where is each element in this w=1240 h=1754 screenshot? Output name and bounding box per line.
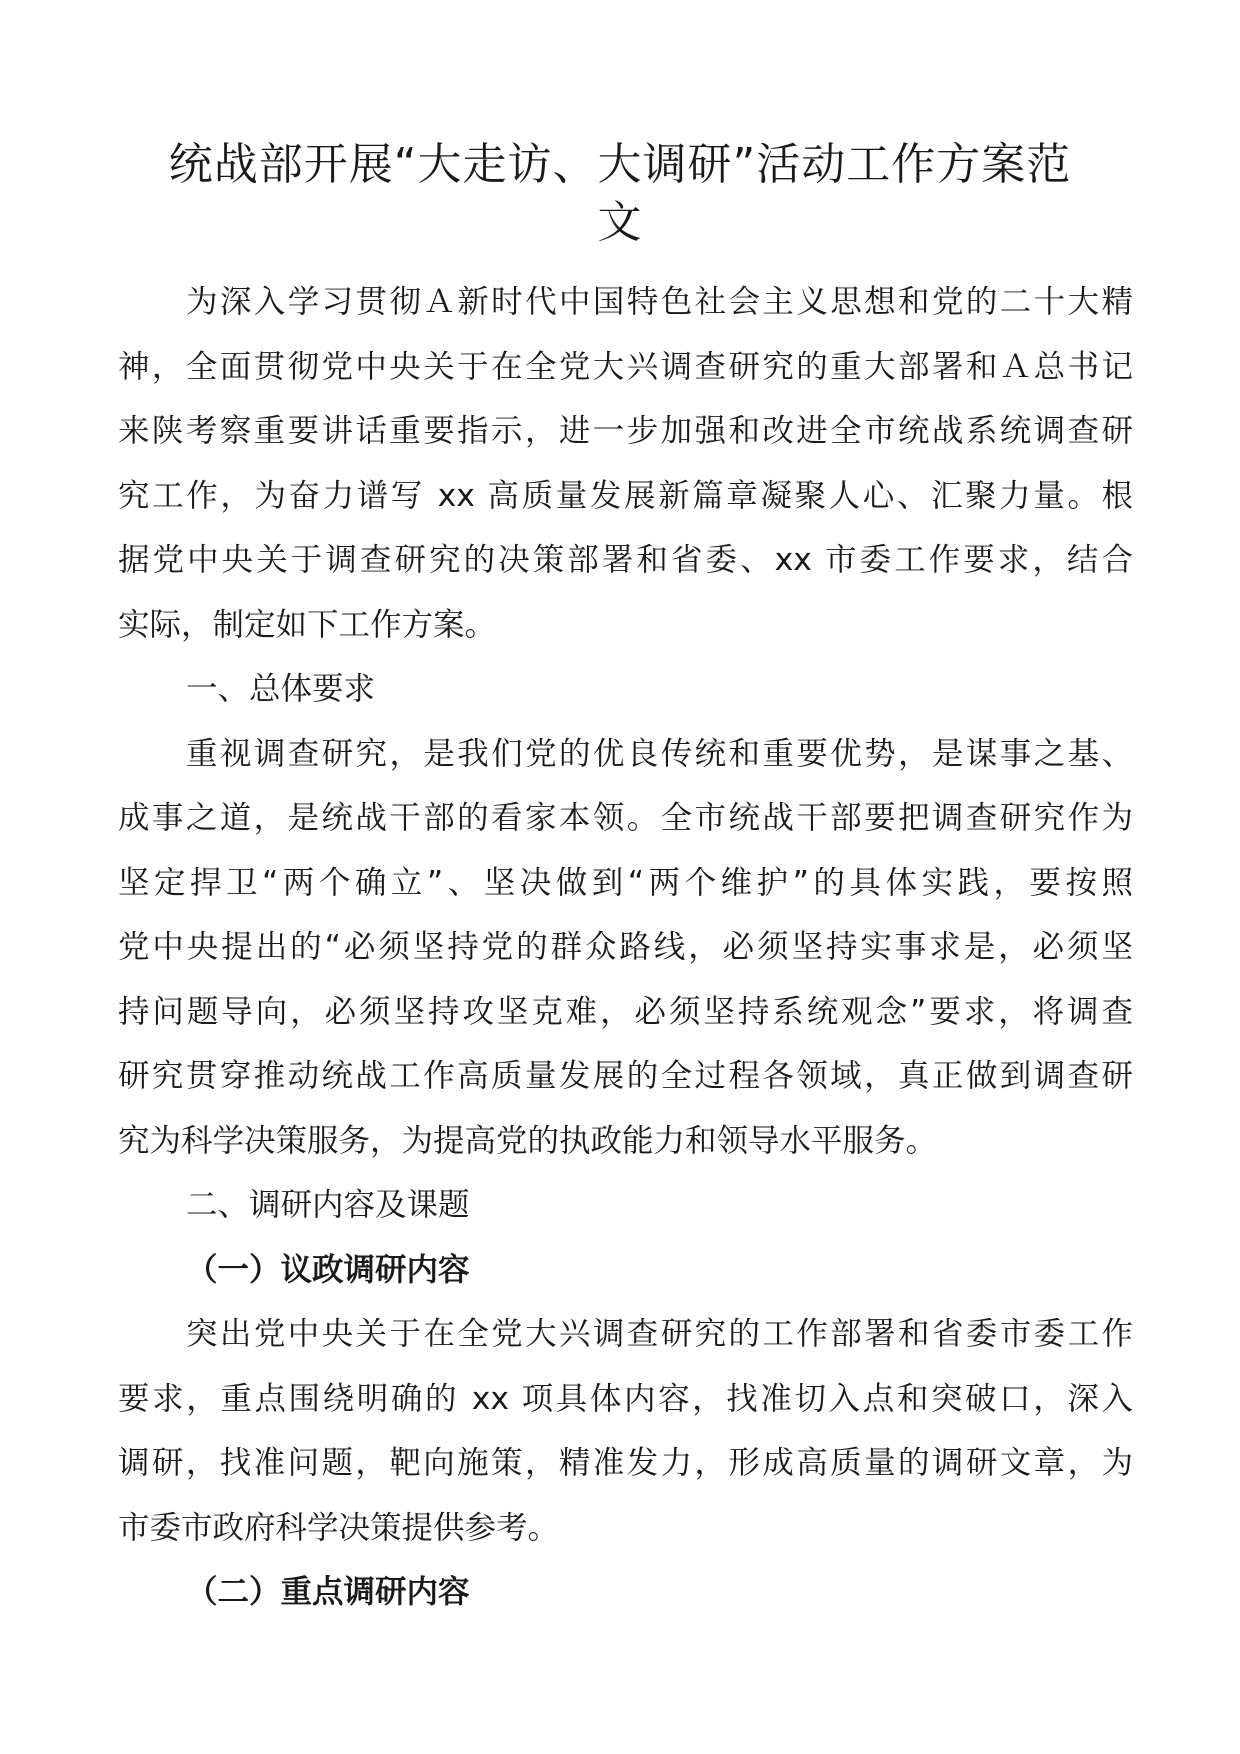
paragraph-line: 突出党中央关于在全党大兴调查研究的工作部署和省委市委工作 [186, 1316, 1133, 1352]
paragraph-line: 究为科学决策服务，为提高党的执政能力和领导水平服务。 [118, 1122, 938, 1159]
title-line-1: 统战部开展“大走访、大调研”活动工作方案范 [168, 139, 1072, 190]
paragraph-general-requirements [118, 722, 1133, 1174]
paragraph-line: 调研，找准问题，靶向施策，精准发力，形成高质量的调研文章，为 [118, 1445, 1133, 1481]
paragraph-line: 持问题导向，必须坚持攻坚克难，必须坚持系统观念”要求，将调查 [118, 993, 1133, 1030]
paragraph-line: 实际，制定如下工作方案。 [118, 606, 497, 643]
paragraph-line: 据党中央关于调查研究的决策部署和省委、xx 市委工作要求，结合 [118, 542, 1133, 578]
paragraph-line: 坚定捍卫“两个确立”、坚决做到“两个维护”的具体实践，要按照 [118, 864, 1133, 901]
paragraph-line: 要求，重点围绕明确的 xx 项具体内容，找准切入点和突破口，深入 [118, 1380, 1133, 1417]
document-title [100, 136, 1140, 252]
paragraph-line: 来陕考察重要讲话重要指示，进一步加强和改进全市统战系统调查研 [118, 413, 1133, 449]
paragraph-line: 研究贯穿推动统战工作高质量发展的全过程各领域，真正做到调查研 [118, 1058, 1133, 1094]
paragraph-policy-research [118, 1302, 1133, 1560]
paragraph-line: 重视调查研究，是我们党的优良传统和重要优势，是谋事之基、 [186, 735, 1133, 772]
subsection-heading-key-research: （二）重点调研内容 [186, 1574, 470, 1610]
paragraph-line: 神，全面贯彻党中央关于在全党大兴调查研究的重大部署和Ａ总书记 [118, 348, 1133, 385]
paragraph-line: 市委市政府科学决策提供参考。 [118, 1509, 560, 1546]
title-line-2: 文 [597, 197, 643, 248]
section-heading-research-content: 二、调研内容及课题 [186, 1187, 470, 1223]
subsection-heading-policy-research: （一）议政调研内容 [186, 1251, 470, 1288]
paragraph-line: 党中央提出的“必须坚持党的群众路线，必须坚持实事求是，必须坚 [118, 929, 1133, 965]
paragraph-line: 成事之道，是统战干部的看家本领。全市统战干部要把调查研究作为 [118, 800, 1133, 836]
section-heading-general-requirements: 一、总体要求 [186, 671, 376, 707]
paragraph-intro [118, 270, 1133, 657]
paragraph-line: 为深入学习贯彻Ａ新时代中国特色社会主义思想和党的二十大精 [186, 284, 1133, 320]
document-body [118, 270, 1133, 1625]
paragraph-line: 究工作，为奋力谱写 xx 高质量发展新篇章凝聚人心、汇聚力量。根 [118, 477, 1133, 514]
